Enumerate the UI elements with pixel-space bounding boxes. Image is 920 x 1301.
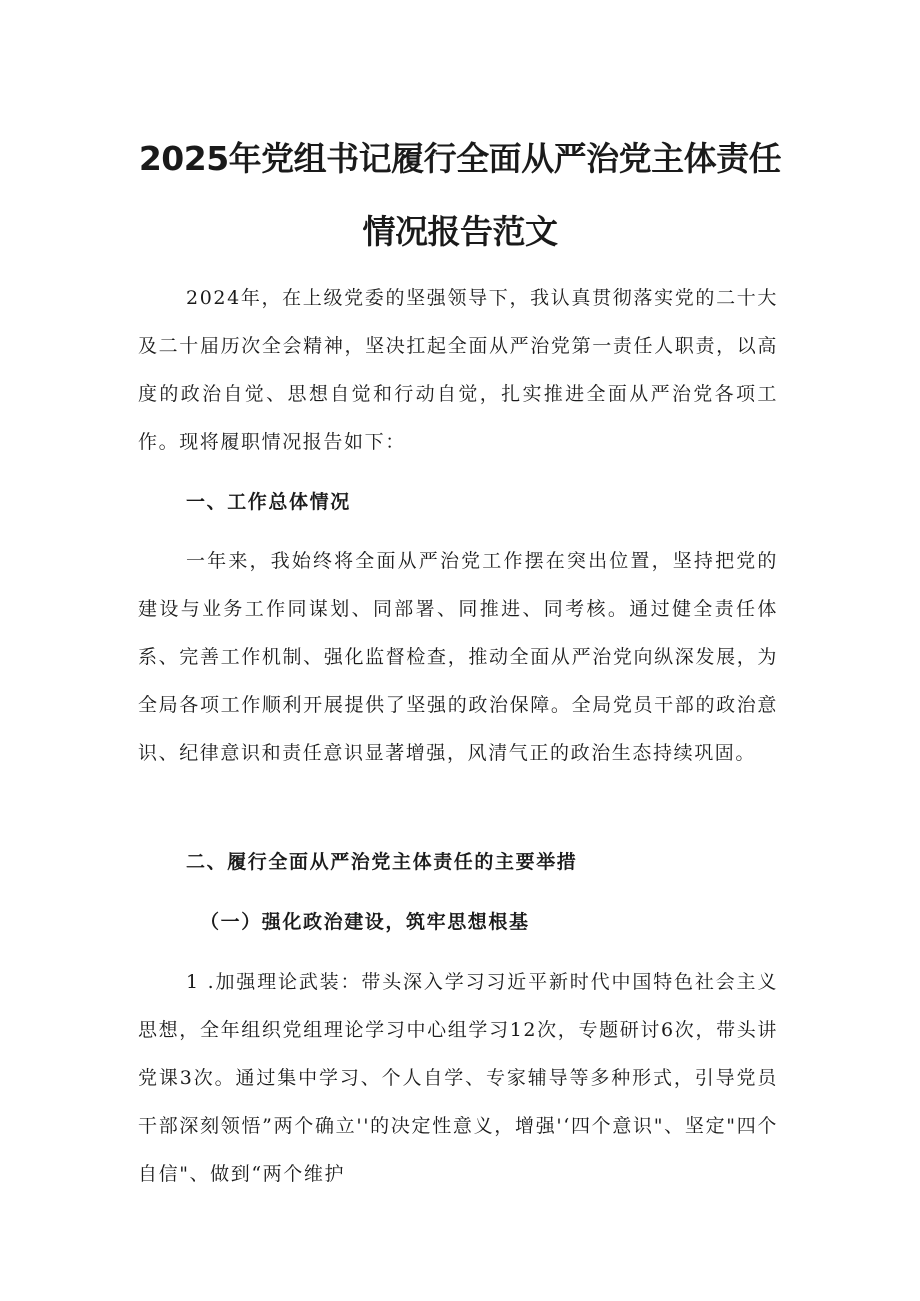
document-title-line-1: 2025年党组书记履行全面从严治党主体责任: [138, 139, 782, 178]
section-1-paragraph: 一年来，我始终将全面从严治党工作摆在突出位置，坚持把党的建设与业务工作同谋划、同部署、同推进、同考核。通过健全责任体系、完善工作机制、强化监督检查，推动全面从严治党向纵深发展，为全局各项工作顺利开展提供了坚强的政治保障。全局党员干部的政治意识、纪律意识和责任意识显著增强，风清气正的政治生态持续巩固。: [138, 550, 778, 764]
item-1-paragraph: 1 .加强理论武装：带头深入学习习近平新时代中国特色社会主义思想，全年组织党组理论学习中心组学习12次，专题研讨6次，带头讲党课3次。通过集中学习、个人自学、专家辅导等多种形式，引导党员干部深刻领悟”两个确立''的决定性意义，增强'‘四个意识"、坚定"四个自信"、做到“两个维护: [138, 971, 778, 1185]
document-title-line-2: 情况报告范文: [362, 212, 558, 251]
subsection-1-heading: （一）强化政治建设，筑牢思想根基: [200, 911, 530, 933]
section-1-heading: 一、工作总体情况: [186, 491, 351, 513]
section-2-heading: 二、履行全面从严治党主体责任的主要举措: [186, 851, 578, 873]
intro-paragraph: 2024年，在上级党委的坚强领导下，我认真贯彻落实党的二十大及二十届历次全会精神，坚决扛起全面从严治党第一责任人职责，以高度的政治自觉、思想自觉和行动自觉，扎实推进全面从严治党各项工作。现将履职情况报告如下：: [138, 287, 778, 453]
